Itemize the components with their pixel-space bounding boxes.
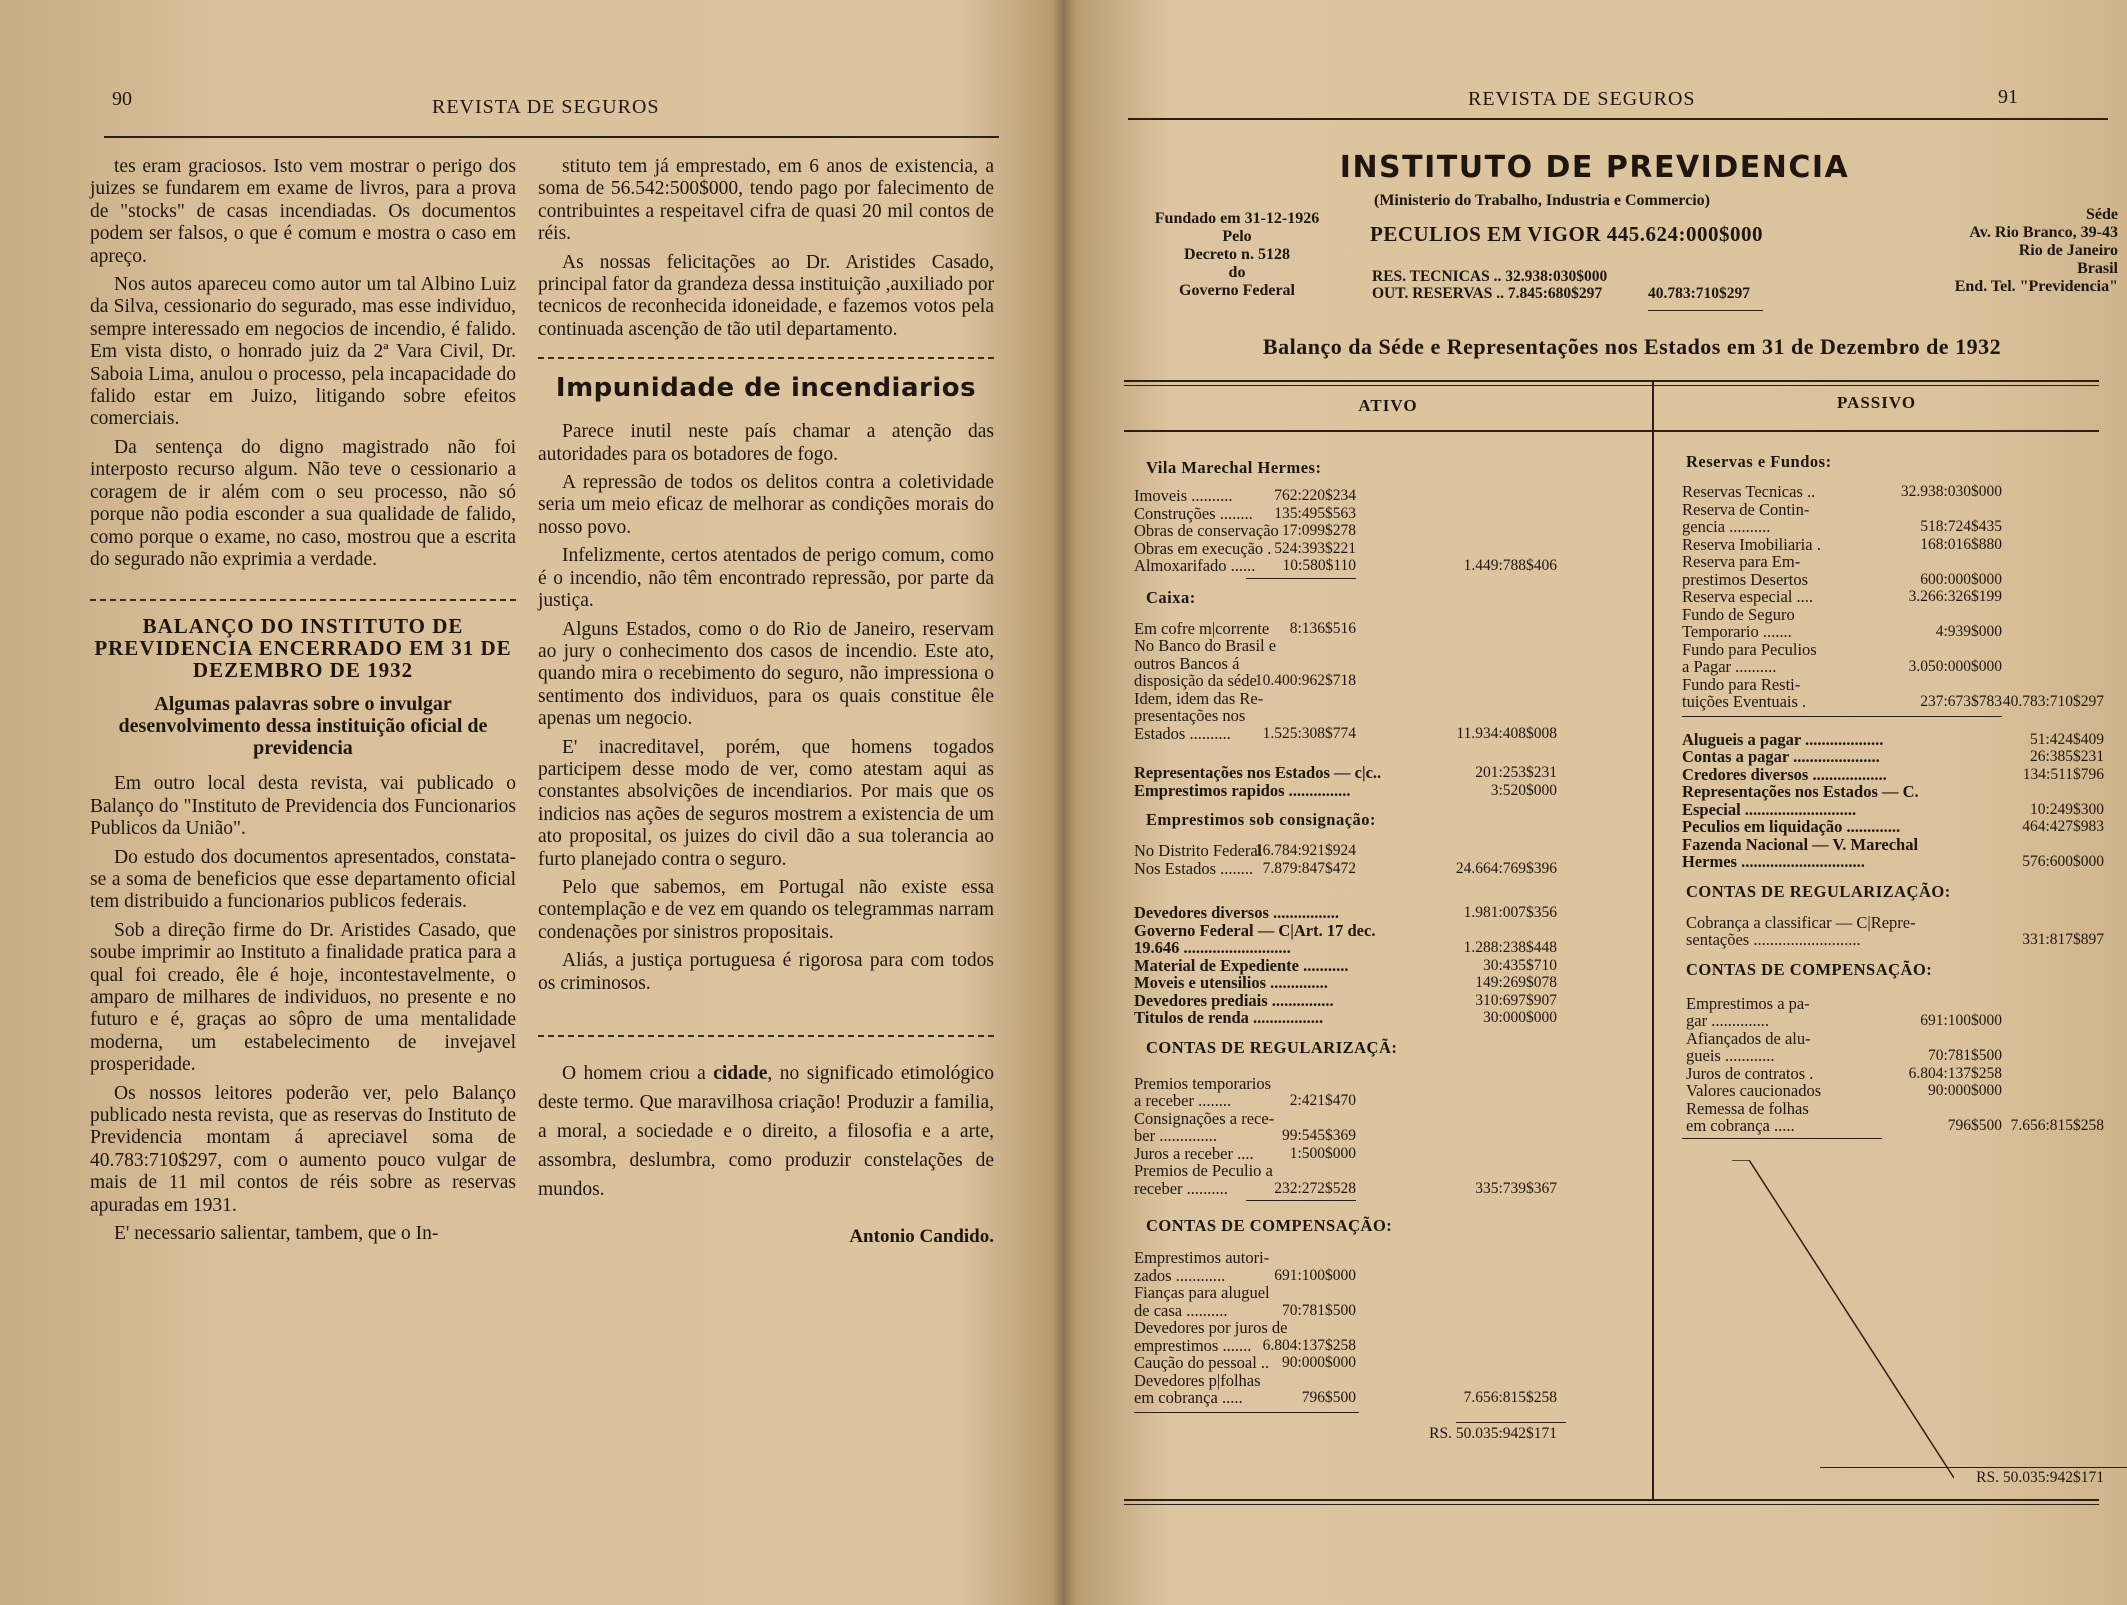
entry-label: Idem, idem das Re- [1134,688,1264,708]
entry-value: 90:000$000 [1927,1082,2002,1099]
entry-value: 6.804:137$258 [1908,1064,2002,1082]
running-head: REVISTA DE SEGUROS [432,96,660,118]
section-divider [538,1035,994,1037]
header-rule [1128,118,2108,120]
founded-line: do [1228,264,1246,281]
entry-label: Devedores por juros de [1134,1318,1288,1337]
entry-label: Especial ........................... [1682,799,1857,819]
reservas-underline [1648,310,1763,311]
paragraph: Os nossos leitores poderão ver, pelo Balanço publicado nesta revista, que as reservas do Instituto de Previdencia montam á apreciavel soma de 40.783:710$297, com o aumento pouco vulgar de mais de 11 mil contos de réis sobre as reservas apuradas em 1931. [90,1082,516,1216]
paragraph: tes eram graciosos. Isto vem mostrar o perigo dos juizes se fundarem em exame de livros, para a prova de "stocks" de casas incendiadas. Os documentos podem ser falsos, o que é comum e mostra o caso em apreço. [90,156,516,267]
subtotal-value: 1.449:788$406 [1463,557,1557,574]
entry-label: gueis ............ [1686,1046,1775,1065]
entry-label: tuições Eventuais . [1682,692,1807,711]
entry-label: Reserva para Em- [1682,552,1801,571]
entry-value: 30:000$000 [1482,1009,1557,1026]
entry-value: 16.784:921$924 [1254,842,1356,859]
entry-label: Emprestimos autori- [1134,1248,1270,1267]
entry-label: Devedores diversos ................ [1134,903,1340,922]
entry-label: ber .............. [1134,1126,1217,1145]
entry-value: 600:000$000 [1920,570,2002,588]
entry-label: Valores caucionados [1686,1081,1822,1100]
entry-value: 518:724$435 [1920,518,2002,535]
section-heading: CONTAS DE REGULARIZAÇÃO: [1686,881,1951,901]
entry-value: 237:673$783 [1920,693,2002,710]
sede-block [1828,206,2118,296]
entry-label: Governo Federal — C|Art. 17 dec. [1134,920,1376,940]
section-heading: CONTAS DE COMPENSAÇÃO: [1686,959,1933,979]
entry-value: 691:100$000 [1920,1012,2002,1029]
subtotal-rule [1682,716,2002,717]
section-heading: Reservas e Fundos: [1686,452,1832,471]
entry-label: Fazenda Nacional — V. Marechal [1682,834,1919,854]
entry-value: 331:817$897 [2022,931,2104,948]
entry-label: a Pagar .......... [1682,657,1777,676]
paragraph: A repressão de todos os delitos contra a coletividade seria um meio eficaz de melhorar as condições morais do nosso povo. [538,472,994,538]
paragraph: stituto tem já emprestado, em 6 anos de existencia, a soma de 56.542:500$000, tendo pago por falecimento de contribuintes a respeitavel cifra de quasi 20 mil contos de réis. [538,156,994,245]
subtotal-rule [1246,1200,1356,1201]
balanco-title: Balanço da Séde e Representações nos Estados em 31 de Dezembro de 1932 [1262,334,2002,359]
entry-value: 6.804:137$258 [1262,1336,1356,1354]
entry-label: em cobrança ..... [1686,1116,1795,1135]
entry-label: outros Bancos á [1134,653,1240,673]
paragraph: Da sentença do digno magistrado não foi interposto recurso algum. Não teve o cessionario a coragem de ir além com o seu processo, não só porque não podia esconder a sua qualidade de falido, como porque o exame, no caso, mostrou que a escrita do segurado não exprimia a verdade. [90,436,516,570]
entry-label: Remessa de folhas [1686,1098,1809,1118]
paragraph: E' inacreditavel, porém, que homens togados participem desse modo de ver, como atestam aqui as constantes absolvições de incendiarios. Por mais que os indicios nas ações de seguros mostrem a existencia de um ato proposital, os juizes do civil dão a sua tolerancia ao furto planejado contra o seguro. [538,736,994,870]
entry-label: Representações nos Estados — C. [1682,782,1919,801]
entry-label: Juros a receber .... [1134,1143,1254,1163]
section-heading: CONTAS DE REGULARIZAÇÃ: [1146,1037,1398,1057]
entry-label: sentações .......................... [1686,930,1861,949]
paragraph: E' necessario salientar, tambem, que o In- [114,1223,439,1245]
entry-value: 10:249$300 [2029,800,2104,818]
entry-label: Caução do pessoal .. [1134,1353,1270,1372]
sede-line: Séde [2086,206,2118,223]
entry-label: zados ............ [1134,1265,1226,1285]
founded-line: Fundado em 31-12-1926 [1154,210,1320,227]
page-number: 91 [1998,86,2018,108]
entry-value: 99:545$369 [1281,1127,1356,1144]
entry-label: em cobrança ..... [1134,1388,1243,1407]
entry-label: Hermes .............................. [1682,852,1865,871]
subtotal-rule [1682,1138,1882,1139]
entry-label: Nos Estados ........ [1134,858,1254,878]
entry-label: Peculios em liquidação ............. [1682,817,1901,836]
entry-value: 70:781$500 [1281,1301,1356,1319]
entry-value: 10:580$110 [1282,557,1356,574]
cidade-paragraph: O homem criou a cidade, no significado etimológico deste termo. Que maravilhosa criação! Produzir a familia, a moral, a sociedade e o direito, a filosofia e a arte, assombra, deslumbra, como produzir constelações de mundos. [538,1063,994,1200]
entry-label: a receber ........ [1134,1091,1232,1110]
reservas-total: 40.783:710$297 [1648,285,1751,302]
entry-value: 8:136$516 [1289,619,1356,637]
entry-value: 51:424$409 [2029,730,2104,748]
entry-label: No Distrito Federal [1134,841,1263,860]
entry-label: Afiançados de alu- [1686,1028,1811,1048]
subtotal-value: 7.656:815$258 [1463,1389,1557,1406]
entry-label: Devedores p|folhas [1134,1370,1261,1390]
paragraph: Nos autos apareceu como autor um tal Albino Luiz da Silva, cessionario do segurado, mas esse individuo, sempre interessado em negocios de incendio, é falido. Em vista disto, o honrado juiz da 2ª Vara Civil, Dr. Saboia Lima, anulou o processo, pela incapacidade do falido estar em Juizo, litigando sobre efeitos comerciais. [90,274,516,430]
entry-label: Reserva especial .... [1682,587,1814,606]
entry-value: 70:781$500 [1927,1047,2002,1064]
entry-label: emprestimos ....... [1134,1335,1252,1355]
grand-total: RS. 50.035:942$171 [1429,1424,1557,1442]
ativo-header: ATIVO [1358,396,1418,415]
article-continuation [90,156,516,571]
entry-label: Obras de conservação [1134,521,1279,540]
running-head: REVISTA DE SEGUROS [1468,88,1696,110]
founded-block [1132,210,1342,300]
subtotal-value: 335:739$367 [1475,1179,1557,1197]
left-column-2 [538,156,994,1248]
entry-label: Representações nos Estados — c|c.. [1134,763,1382,782]
entry-label: Estados .......... [1134,723,1231,743]
institute-title: INSTITUTO DE PREVIDENCIA [1339,150,1850,185]
entry-value: 796$500 [1301,1389,1356,1406]
entry-value: 134:511$796 [2022,765,2104,783]
entry-value: 464:427$983 [2022,818,2104,835]
subtotal-rule [1456,1422,1566,1423]
entry-label: Almoxarifado ...... [1134,556,1256,575]
entry-label: No Banco do Brasil e [1134,636,1277,655]
entry-label: Fianças para aluguel [1134,1283,1270,1302]
entry-value: 3.266:326$199 [1908,588,2002,605]
passivo-header: PASSIVO [1836,393,1917,412]
entry-value: 26:385$231 [2029,748,2104,765]
entry-label: Obras em execução . [1134,538,1272,558]
entry-label: Premios de Peculio a [1134,1161,1273,1180]
entry-value: 2:421$470 [1289,1092,1356,1109]
entry-value: 135:495$563 [1274,504,1356,522]
left-column-1 [90,156,516,1251]
sede-line: End. Tel. "Previdencia" [1954,278,2118,295]
sede-line: Rio de Janeiro [2018,242,2118,259]
entry-value: 691:100$000 [1274,1266,1356,1284]
entry-label: gencia .......... [1682,517,1771,536]
paragraph: Sob a direção firme do Dr. Aristides Casado, que soube imprimir ao Instituto a finalidade pratica para a qual foi creado, êle é hoje, incontestavelmente, o amparo de milhares de individuos, no presente e no futuro e é, graças ao sôpro de uma mentalidade moderna, um estabelecimento de invejavel prosperidade. [90,919,516,1076]
entry-label: Fundo para Peculios [1682,639,1817,659]
paragraph: As nossas felicitações ao Dr. Aristides Casado, principal fator da grandeza dessa instituição ,auxiliado por tecnicos de reconhecida idoneidade, e fazemos votos pela continuada ascenção de tão util departamento. [538,251,994,340]
entry-value: 796$500 [1947,1117,2002,1134]
entry-value: 3.050:000$000 [1908,658,2002,675]
entry-label: Construções ........ [1134,503,1253,523]
entry-label: disposição da séde [1134,671,1257,690]
entry-value: 7.879:847$472 [1262,859,1356,877]
entry-label: Consignações a rece- [1134,1108,1275,1128]
paragraph: Pelo que sabemos, em Portugal não existe essa contemplação e de vez em quando os telegrammas narram condenações por sinistros propositais. [538,876,994,943]
entry-value: 201:253$231 [1475,764,1557,781]
entry-label: de casa .......... [1134,1300,1228,1320]
entry-label: Contas a pagar ..................... [1682,747,1880,766]
paragraph: Parece inutil neste país chamar a atenção das autoridades para os botadores de fogo. [538,421,994,465]
entry-value: 762:220$234 [1274,487,1356,504]
ministry-line: (Ministerio do Trabalho, Industria e Commercio) [1374,192,1710,209]
entry-value: 524:393$221 [1274,539,1356,557]
entry-value: 1.981:007$356 [1463,904,1557,921]
signature: Antonio Candido. [849,1226,994,1247]
section-divider [538,357,994,359]
founded-line: Pelo [1222,228,1252,245]
entry-label: Emprestimos a pa- [1686,993,1810,1013]
entry-value: 310:697$907 [1475,991,1557,1009]
balance-sheet [1124,380,2104,1507]
entry-label: 19.646 .......................... [1134,938,1291,957]
left-page [0,0,1062,1605]
subtotal-value: 11.934:408$008 [1456,724,1557,742]
entry-label: Temporario ....... [1682,622,1792,641]
entry-label: Em cofre m|corrente [1134,618,1270,638]
page-number: 90 [112,88,132,110]
entry-label: Fundo para Resti- [1682,674,1801,694]
peculios-line: PECULIOS EM VIGOR 445.624:000$000 [1370,222,1763,246]
founded-line: Decreto n. 5128 [1184,246,1290,263]
balanco-article [90,773,516,1245]
paragraph: Do estudo dos documentos apresentados, constata-se a soma de beneficios que esse departamento oficial tem distribuido a funcionarios publicos federais. [90,846,516,913]
entry-label: Emprestimos rapidos ............... [1134,780,1351,800]
entry-value: 149:269$078 [1475,974,1557,991]
entry-value: 10.400:962$718 [1254,672,1356,689]
entry-label: presentações nos [1134,706,1246,725]
out-reservas: OUT. RESERVAS .. 7.845:680$297 [1372,285,1603,302]
entry-label: Reserva de Contin- [1682,499,1810,519]
res-tecnicas: RES. TECNICAS .. 32.938:030$000 [1372,268,1608,285]
section-heading: Caixa: [1146,587,1196,607]
entry-label: gar .............. [1686,1011,1769,1030]
entry-value: 17:099$278 [1281,522,1356,539]
entry-label: Imoveis .......... [1134,486,1233,505]
table-rule [1124,1504,2099,1505]
entry-label: Alugueis a pagar ................... [1682,729,1884,749]
entry-label: Juros de contratos . [1686,1063,1814,1083]
entry-value: 4:939$000 [1935,623,2002,640]
paragraph: Alguns Estados, como o do Rio de Janeiro, reservam ao jury o conhecimento dos casos de incendio. Este ato, quando mira o recebimento do seguro, não impressiona o sentimento dos individuos, para os quais constitue êle apenas um negocio. [538,618,994,730]
entry-label: prestimos Desertos [1682,569,1809,589]
entry-label: Titulos de renda ................. [1134,1008,1324,1027]
founded-line: Governo Federal [1179,282,1295,299]
section-heading: Vila Marechal Hermes: [1146,458,1322,477]
subtotal-value: 24.664:769$396 [1455,859,1557,877]
entry-label: Credores diversos .................. [1682,764,1887,784]
subtotal-rule [1134,1412,1359,1413]
subtotal-value: 40.783:710$297 [2002,693,2104,710]
paragraph: Infelizmente, certos atentados de perigo comum, como é o incendio, não têm encontrado repressão, por parte da justiça. [538,545,994,612]
entry-label: Moveis e utensilios .............. [1134,973,1328,992]
table-rule [1124,380,2099,382]
grand-total: RS. 50.035:942$171 [1976,1469,2104,1486]
header-rule [104,136,999,138]
entry-label: Reservas Tecnicas .. [1682,482,1816,501]
entry-label: Material de Expediente ........... [1134,955,1349,975]
table-rule [1124,1499,2099,1501]
impunidade-article [538,421,994,995]
entry-label: Reserva Imobiliaria . [1682,534,1821,554]
entry-value: 1:500$000 [1289,1144,1356,1162]
cancel-diagonal [1654,1160,1954,1490]
sede-line: Brasil [2077,260,2118,277]
section-divider [90,599,516,601]
entry-label: Cobrança a classificar — C|Repre- [1686,912,1916,932]
entry-value: 30:435$710 [1482,956,1557,974]
entry-value: 232:272$528 [1274,1179,1356,1197]
entry-value: 90:000$000 [1281,1354,1356,1371]
entry-value: 3:520$000 [1490,781,1557,799]
entry-value: 1.288:238$448 [1463,939,1557,956]
entry-value: 168:016$880 [1920,535,2002,553]
entry-label: Premios temporarios [1134,1073,1272,1093]
table-rule [1124,430,2099,432]
subtotal-rule [1246,578,1356,579]
entry-value: 1.525:308$774 [1262,724,1356,742]
entry-value: 576:600$000 [2022,853,2104,870]
balanco-article-continued [538,156,994,341]
table-rule [1124,385,2099,386]
subtotal-value: 7.656:815$258 [2010,1117,2104,1134]
paragraph: Em outro local desta revista, vai publicado o Balanço do "Instituto de Previdencia dos Funcionarios Publicos da União". [90,773,516,840]
entry-label: Devedores prediais ............... [1134,990,1334,1010]
impunidade-heading: Impunidade de incendiarios [555,373,977,404]
balanco-heading: BALANÇO DO INSTITUTO DE PREVIDENCIA ENCERRADO EM 31 DE DEZEMBRO DE 1932 [94,614,512,683]
entry-label: receber .......... [1134,1178,1228,1198]
entry-label: Fundo de Seguro [1682,604,1795,624]
balanco-subheading: Algumas palavras sobre o invulgar desenvolvimento dessa instituição oficial de previdencia [118,693,488,760]
right-page [1062,0,2127,1605]
sede-line: Av. Rio Branco, 39-43 [1969,224,2118,241]
entry-value: 32.938:030$000 [1900,483,2002,500]
paragraph: Aliás, a justiça portuguesa é rigorosa para com todos os criminosos. [538,950,994,994]
section-heading: Emprestimos sob consignação: [1146,810,1377,829]
section-heading: CONTAS DE COMPENSAÇÃO: [1146,1216,1393,1235]
